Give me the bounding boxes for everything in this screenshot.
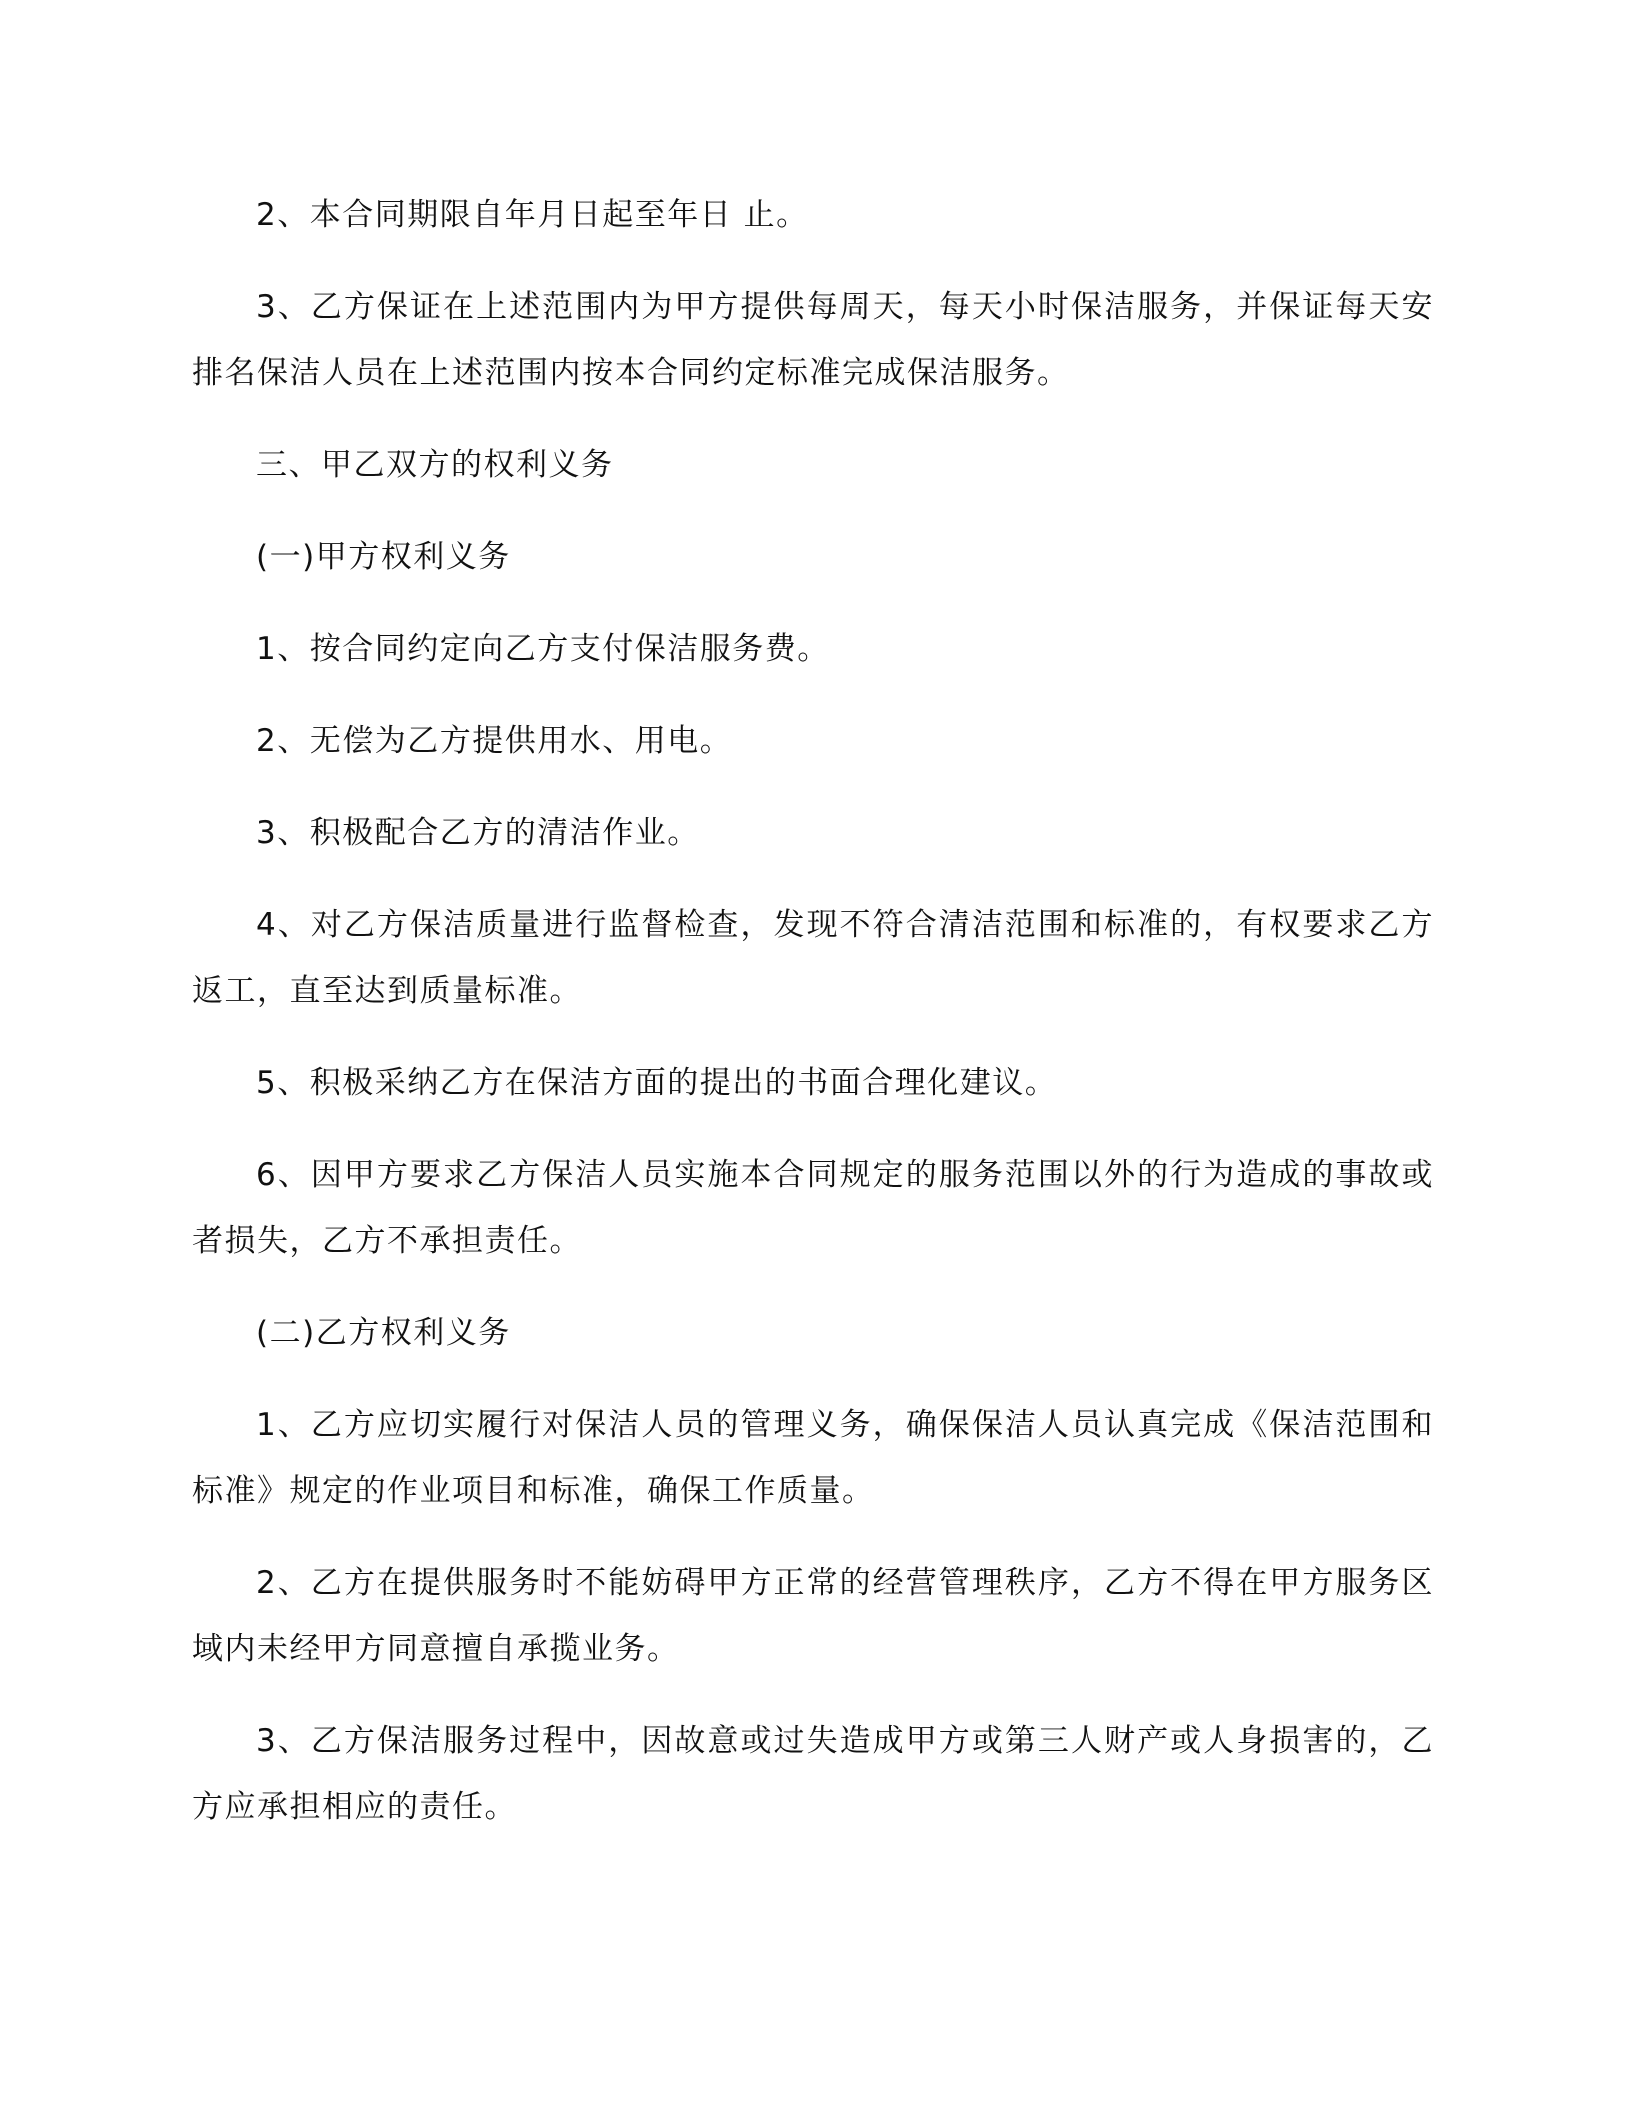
document-body	[192, 182, 1434, 1866]
party-b-item-2: 2、乙方在提供服务时不能妨碍甲方正常的经营管理秩序，乙方不得在甲方服务区域内未经甲方同意擅自承揽业务。	[192, 1565, 1434, 1667]
party-a-item-2: 2、无偿为乙方提供用水、用电。	[256, 723, 733, 759]
party-a-item-6: 6、因甲方要求乙方保洁人员实施本合同规定的服务范围以外的行为造成的事故或者损失，乙方不承担责任。	[192, 1157, 1434, 1259]
subsection-heading-party-a: (一)甲方权利义务	[256, 539, 511, 575]
section-heading-rights-obligations: 三、甲乙双方的权利义务	[256, 447, 614, 483]
party-b-item-1: 1、乙方应切实履行对保洁人员的管理义务，确保保洁人员认真完成《保洁范围和标准》规定的作业项目和标准，确保工作质量。	[192, 1407, 1434, 1509]
party-a-item-3: 3、积极配合乙方的清洁作业。	[256, 815, 700, 851]
party-a-item-4: 4、对乙方保洁质量进行监督检查，发现不符合清洁范围和标准的，有权要求乙方返工，直至达到质量标准。	[192, 907, 1434, 1009]
paragraph-service-guarantee: 3、乙方保证在上述范围内为甲方提供每周天，每天小时保洁服务，并保证每天安排名保洁人员在上述范围内按本合同约定标准完成保洁服务。	[192, 289, 1434, 391]
party-a-item-1: 1、按合同约定向乙方支付保洁服务费。	[256, 631, 830, 667]
party-b-item-3: 3、乙方保洁服务过程中，因故意或过失造成甲方或第三人财产或人身损害的，乙方应承担相应的责任。	[192, 1723, 1434, 1825]
paragraph-term: 2、本合同期限自年月日起至年日 止。	[256, 197, 809, 233]
party-a-item-5: 5、积极采纳乙方在保洁方面的提出的书面合理化建议。	[256, 1065, 1058, 1101]
subsection-heading-party-b: (二)乙方权利义务	[256, 1315, 511, 1351]
